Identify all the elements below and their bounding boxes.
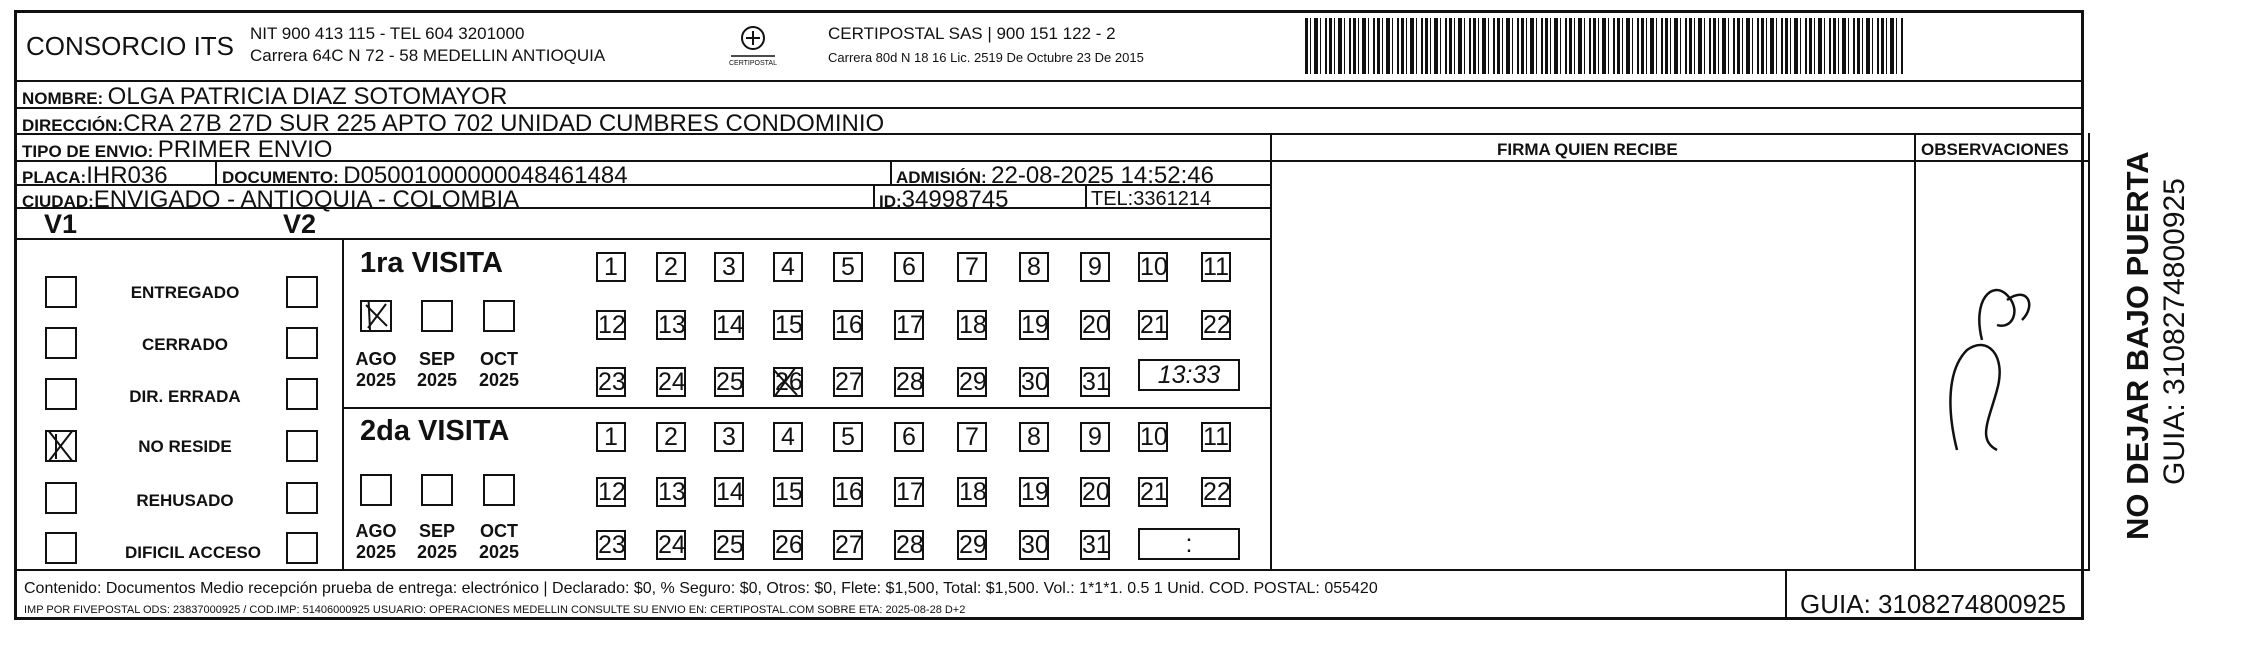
first-month-oct: OCT 2025 <box>478 349 520 390</box>
v1-dir-errada-checkbox[interactable] <box>45 378 77 410</box>
first-visit-day-10[interactable]: 10 <box>1140 253 1168 281</box>
second-visit-day-16[interactable]: 16 <box>835 478 863 506</box>
v2-dificil-acceso-checkbox[interactable] <box>286 532 318 564</box>
second-visit-day-3[interactable]: 3 <box>714 422 744 452</box>
certipostal-logo <box>725 22 781 70</box>
first-month-sep: SEP 2025 <box>416 349 458 390</box>
first-visit-day-9[interactable]: 9 <box>1080 252 1110 282</box>
placa-value: IHR036 <box>86 162 168 189</box>
first-visit-oct-checkbox[interactable] <box>483 300 515 332</box>
carrier-name: CERTIPOSTAL SAS | 900 151 122 - 2 <box>828 24 1116 43</box>
first-visit-day-29[interactable]: 29 <box>959 368 987 396</box>
first-visit-day-31[interactable]: 31 <box>1082 368 1110 396</box>
first-visit-day-30[interactable]: 30 <box>1021 368 1049 396</box>
first-visit-day-26[interactable]: 26 <box>775 368 803 396</box>
second-visit-day-10[interactable]: 10 <box>1140 423 1168 451</box>
recipient-name: OLGA PATRICIA DIAZ SOTOMAYOR <box>107 83 508 110</box>
firma-label: FIRMA QUIEN RECIBE <box>1497 140 1678 159</box>
footer-guia: GUIA: 3108274800925 <box>1800 589 2066 619</box>
v2-no-reside-checkbox[interactable] <box>286 430 318 462</box>
handwritten-x-mark <box>362 302 390 330</box>
ciudad-field: CIUDAD:ENVIGADO - ANTIOQUIA - COLOMBIA <box>22 186 520 213</box>
first-visit-day-25[interactable]: 25 <box>716 368 744 396</box>
first-visit-day-28[interactable]: 28 <box>896 368 924 396</box>
second-month-oct: OCT 2025 <box>478 521 520 562</box>
v2-cerrado-checkbox[interactable] <box>286 327 318 359</box>
first-visit-day-11[interactable]: 11 <box>1201 252 1231 282</box>
first-visit-day-1[interactable]: 1 <box>596 252 626 282</box>
second-visit-day-18[interactable]: 18 <box>959 478 987 506</box>
second-visit-day-2[interactable]: 2 <box>656 422 686 452</box>
option-cerrado: CERRADO <box>142 335 228 354</box>
handwritten-x-mark <box>773 367 803 397</box>
option-rehusado: REHUSADO <box>136 491 234 510</box>
side-guia: GUIA: 3108274800925 <box>2158 178 2191 485</box>
option-dir-errada: DIR. ERRADA <box>129 387 241 406</box>
name-field: NOMBRE: OLGA PATRICIA DIAZ SOTOMAYOR <box>22 83 508 110</box>
first-visit-day-22[interactable]: 22 <box>1203 311 1231 339</box>
second-visit-day-7[interactable]: 7 <box>957 422 987 452</box>
ciudad-value: ENVIGADO - ANTIOQUIA - COLOMBIA <box>93 186 520 213</box>
documento-field: DOCUMENTO: D05001000000048461484 <box>222 162 628 189</box>
v2-label: V2 <box>283 209 317 239</box>
v2-dir-errada-checkbox[interactable] <box>286 378 318 410</box>
second-visit-day-20[interactable]: 20 <box>1082 478 1110 506</box>
envio-field: TIPO DE ENVIO: PRIMER ENVIO <box>22 136 333 163</box>
second-visit-day-17[interactable]: 17 <box>896 478 924 506</box>
v1-no-reside-checkbox[interactable] <box>45 430 77 462</box>
first-month-ago: AGO 2025 <box>355 349 397 390</box>
first-visit-ago-checkbox[interactable] <box>360 300 392 332</box>
second-visit-day-26[interactable]: 26 <box>775 531 803 559</box>
first-visit-day-7[interactable]: 7 <box>957 252 987 282</box>
handwritten-x-mark <box>47 432 75 460</box>
first-visit-day-12[interactable]: 12 <box>598 311 626 339</box>
tel-field: TEL:3361214 <box>1091 188 1212 210</box>
first-visit-day-23[interactable]: 23 <box>598 368 626 396</box>
second-visit-day-1[interactable]: 1 <box>596 422 626 452</box>
tel-value: 3361214 <box>1133 188 1212 210</box>
first-visit-day-8[interactable]: 8 <box>1019 252 1049 282</box>
second-visit-title: 2da VISITA <box>360 415 510 447</box>
recipient-address: CRA 27B 27D SUR 225 APTO 702 UNIDAD CUMBRES CONDOMINIO <box>123 110 885 137</box>
v2-entregado-checkbox[interactable] <box>286 276 318 308</box>
first-visit-day-20[interactable]: 20 <box>1082 311 1110 339</box>
address-field: DIRECCIÓN:CRA 27B 27D SUR 225 APTO 702 UNIDAD CUMBRES CONDOMINIO <box>22 110 885 137</box>
first-visit-day-16[interactable]: 16 <box>835 311 863 339</box>
envio-type: PRIMER ENVIO <box>157 136 333 163</box>
second-visit-day-12[interactable]: 12 <box>598 478 626 506</box>
option-dificil-acceso: DIFICIL ACCESO <box>124 543 261 562</box>
v1-cerrado-checkbox[interactable] <box>45 327 77 359</box>
handwritten-signature <box>1937 260 2057 460</box>
first-visit-title: 1ra VISITA <box>360 247 503 279</box>
second-visit-day-9[interactable]: 9 <box>1080 422 1110 452</box>
first-visit-day-4[interactable]: 4 <box>773 252 803 282</box>
second-visit-day-14[interactable]: 14 <box>716 478 744 506</box>
carrier-license: Carrera 80d N 18 16 Lic. 2519 De Octubre 23 De 2015 <box>828 50 1144 65</box>
id-value: 34998745 <box>901 186 1009 213</box>
admision-value: 22-08-2025 14:52:46 <box>991 162 1214 189</box>
footer-content: Contenido: Documentos Medio recepción prueba de entrega: electrónico | Declarado: $0, % Seguro: $0, Otros: $0, Flete: $1,500, Total: $1,500. Vol.: 1*1*1. 0.5 1 Unid. COD. POSTAL: 055420 <box>24 580 1378 597</box>
second-visit-day-28[interactable]: 28 <box>896 531 924 559</box>
first-visit-day-19[interactable]: 19 <box>1021 311 1049 339</box>
second-visit-sep-checkbox[interactable] <box>421 474 453 506</box>
second-month-sep: SEP 2025 <box>416 521 458 562</box>
second-visit-time[interactable]: : <box>1138 528 1240 560</box>
second-visit-day-11[interactable]: 11 <box>1201 422 1231 452</box>
company-name: CONSORCIO ITS <box>26 31 235 61</box>
v2-rehusado-checkbox[interactable] <box>286 482 318 514</box>
second-visit-day-25[interactable]: 25 <box>716 531 744 559</box>
barcode <box>1305 18 1905 74</box>
second-visit-day-21[interactable]: 21 <box>1140 478 1168 506</box>
first-visit-time[interactable]: 13:33 <box>1138 359 1240 391</box>
second-visit-oct-checkbox[interactable] <box>483 474 515 506</box>
first-visit-day-14[interactable]: 14 <box>716 311 744 339</box>
first-visit-day-3[interactable]: 3 <box>714 252 744 282</box>
v1-label: V1 <box>44 209 78 239</box>
second-visit-day-22[interactable]: 22 <box>1203 478 1231 506</box>
first-visit-day-15[interactable]: 15 <box>775 311 803 339</box>
first-visit-day-21[interactable]: 21 <box>1140 311 1168 339</box>
second-visit-day-24[interactable]: 24 <box>658 531 686 559</box>
second-visit-day-31[interactable]: 31 <box>1082 531 1110 559</box>
admision-field: ADMISIÓN: 22-08-2025 14:52:46 <box>896 162 1214 189</box>
second-visit-day-8[interactable]: 8 <box>1019 422 1049 452</box>
placa-field: PLACA:IHR036 <box>22 162 168 189</box>
second-visit-day-19[interactable]: 19 <box>1021 478 1049 506</box>
option-no-reside: NO RESIDE <box>138 437 232 456</box>
second-visit-day-13[interactable]: 13 <box>658 478 686 506</box>
first-visit-day-6[interactable]: 6 <box>894 252 924 282</box>
first-visit-day-27[interactable]: 27 <box>835 368 863 396</box>
first-visit-sep-checkbox[interactable] <box>421 300 453 332</box>
company-nit: NIT 900 413 115 - TEL 604 3201000 <box>250 24 525 43</box>
first-visit-day-17[interactable]: 17 <box>896 311 924 339</box>
second-visit-day-30[interactable]: 30 <box>1021 531 1049 559</box>
first-visit-day-18[interactable]: 18 <box>959 311 987 339</box>
option-entregado: ENTREGADO <box>130 283 240 302</box>
second-month-ago: AGO 2025 <box>355 521 397 562</box>
second-visit-day-27[interactable]: 27 <box>835 531 863 559</box>
id-field: ID:34998745 <box>879 186 1009 213</box>
side-warning: NO DEJAR BAJO PUERTA <box>2120 151 2155 540</box>
documento-value: D05001000000048461484 <box>343 162 628 189</box>
footer-imp: IMP POR FIVEPOSTAL ODS: 23837000925 / COD.IMP: 51406000925 USUARIO: OPERACIONES MEDELLIN CONSULTE SU ENVIO EN: CERTIPOSTAL.COM SOBRE ETA: 2025-08-28 D+2 <box>24 604 966 616</box>
second-visit-day-23[interactable]: 23 <box>598 531 626 559</box>
logo-text: CERTIPOSTAL <box>729 60 777 67</box>
v1-rehusado-checkbox[interactable] <box>45 482 77 514</box>
observaciones-label: OBSERVACIONES <box>1921 140 2069 159</box>
second-visit-day-4[interactable]: 4 <box>773 422 803 452</box>
second-visit-day-5[interactable]: 5 <box>833 422 863 452</box>
second-visit-ago-checkbox[interactable] <box>360 474 392 506</box>
second-visit-day-29[interactable]: 29 <box>959 531 987 559</box>
company-address: Carrera 64C N 72 - 58 MEDELLIN ANTIOQUIA <box>250 46 606 65</box>
first-visit-day-13[interactable]: 13 <box>658 311 686 339</box>
second-visit-day-6[interactable]: 6 <box>894 422 924 452</box>
v1-entregado-checkbox[interactable] <box>45 276 77 308</box>
first-visit-day-5[interactable]: 5 <box>833 252 863 282</box>
v1-dificil-acceso-checkbox[interactable] <box>45 532 77 564</box>
first-visit-day-24[interactable]: 24 <box>658 368 686 396</box>
second-visit-day-15[interactable]: 15 <box>775 478 803 506</box>
first-visit-day-2[interactable]: 2 <box>656 252 686 282</box>
